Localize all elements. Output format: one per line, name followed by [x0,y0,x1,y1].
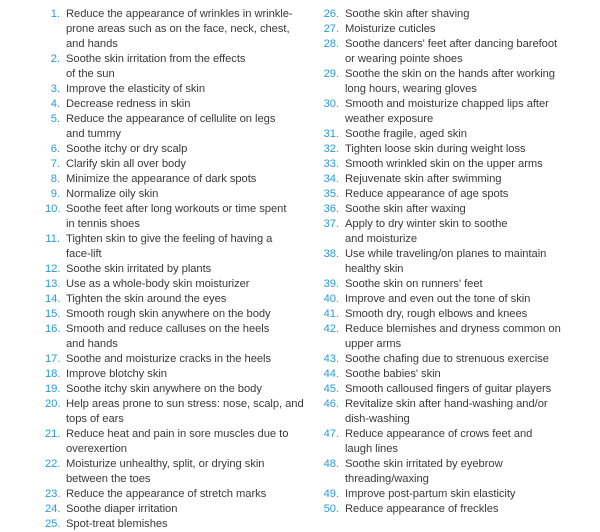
list-item-number: 47. [323,428,339,440]
list-item [316,457,600,487]
list-item-text: Soothe the skin on the hands after working long hours, wearing gloves [345,68,555,95]
list-item-text: Revitalize skin after hand-washing and/or dish-washing [345,398,548,425]
list-item-number: 36. [323,203,339,215]
list-item [316,487,600,502]
list-item [316,67,600,97]
list-item-number: 26. [323,8,339,20]
list-item-text: Reduce blemishes and dryness common on upper arms [345,323,561,350]
list-item-number: 12. [45,263,61,275]
list-item-text: Moisturize unhealthy, split, or drying skin between the toes [66,458,265,485]
list-item-text: Use as a whole-body skin moisturizer [66,278,250,290]
list-item-number: 24. [45,503,61,515]
list-item-number: 18. [45,368,61,380]
list-item-number: 41. [323,308,339,320]
list-item-text: Soothe and moisturize cracks in the heels [66,353,272,365]
list-item-text: Reduce the appearance of wrinkles in wrinkle- prone areas such as on the face, neck, chest, and hands [66,8,293,50]
list-column-left [45,7,307,532]
list-item-text: Smooth and reduce calluses on the heels and hands [66,323,270,350]
list-item-text: Reduce the appearance of cellulite on legs and tummy [66,113,276,140]
list-item-text: Soothe diaper irritation [66,503,178,515]
list-item-number: 1. [50,8,60,20]
list-item-number: 20. [45,398,61,410]
list-item-number: 9. [50,188,60,200]
list-item [45,502,307,517]
list-item-number: 29. [323,68,339,80]
list-item [45,352,307,367]
list-item [316,307,600,322]
list-item [45,427,307,457]
list-item-number: 8. [50,173,60,185]
list-item-text: Moisturize cuticles [345,23,436,35]
list-item-text: Normalize oily skin [66,188,159,200]
list-item-number: 32. [323,143,339,155]
list-item-text: Apply to dry winter skin to soothe and moisturize [345,218,508,245]
list-item-text: Soothe itchy or dry scalp [66,143,188,155]
list-item-text: Tighten loose skin during weight loss [345,143,526,155]
list-item [45,322,307,352]
list-item [316,172,600,187]
list-item-text: Smooth dry, rough elbows and knees [345,308,528,320]
list-item-text: Smooth rough skin anywhere on the body [66,308,271,320]
list-item-text: Soothe skin irritated by plants [66,263,212,275]
list-item-text: Reduce appearance of freckles [345,503,499,515]
list-item [45,307,307,322]
list-item [45,187,307,202]
list-item-text: Smooth calloused fingers of guitar players [345,383,552,395]
list-item-text: Soothe skin after shaving [345,8,470,20]
list-item [45,82,307,97]
list-item [45,367,307,382]
list-item-text: Soothe skin after waxing [345,203,466,215]
list-item-number: 39. [323,278,339,290]
list-item-number: 49. [323,488,339,500]
list-item-number: 44. [323,368,339,380]
list-item [316,97,600,127]
list-item-number: 14. [45,293,61,305]
list-item-number: 33. [323,158,339,170]
list-item [45,262,307,277]
list-item [316,277,600,292]
list-item-number: 35. [323,188,339,200]
list-item-text: Soothe chafing due to strenuous exercise [345,353,549,365]
list-item-text: Reduce appearance of crows feet and laugh lines [345,428,533,455]
list-item [45,202,307,232]
list-item-text: Help areas prone to sun stress: nose, scalp, and tops of ears [66,398,304,425]
list-column-right [316,7,600,517]
list-item [316,502,600,517]
list-item-text: Smooth and moisturize chapped lips after weather exposure [345,98,549,125]
list-item-text: Rejuvenate skin after swimming [345,173,502,185]
list-item-text: Clarify skin all over body [66,158,186,170]
list-item-number: 25. [45,518,61,530]
list-item-text: Reduce heat and pain in sore muscles due to overexertion [66,428,289,455]
list-item [316,217,600,247]
list-item-text: Spot-treat blemishes [66,518,168,530]
list-item-text: Minimize the appearance of dark spots [66,173,257,185]
list-item-text: Improve the elasticity of skin [66,83,206,95]
list-item-number: 17. [45,353,61,365]
list-item-text: Decrease redness in skin [66,98,191,110]
list-item-number: 22. [45,458,61,470]
list-item-number: 45. [323,383,339,395]
list-item-text: Soothe skin irritation from the effects of the sun [66,53,246,80]
list-item [316,157,600,172]
list-item-number: 4. [50,98,60,110]
list-item [316,7,600,22]
list-item [45,142,307,157]
list-item [316,22,600,37]
list-item-number: 2. [50,53,60,65]
list-item [45,517,307,532]
list-item-number: 6. [50,143,60,155]
list-item-number: 10. [45,203,61,215]
list-item-text: Soothe skin irritated by eyebrow threading/waxing [345,458,503,485]
list-item-number: 34. [323,173,339,185]
list-item [316,367,600,382]
list-item-text: Reduce appearance of age spots [345,188,509,200]
list-item-number: 30. [323,98,339,110]
list-item-text: Soothe feet after long workouts or time spent in tennis shoes [66,203,287,230]
list-item-number: 40. [323,293,339,305]
list-item-number: 27. [323,23,339,35]
list-item [316,37,600,67]
list-item [45,487,307,502]
list-item [45,457,307,487]
list-item-text: Improve blotchy skin [66,368,167,380]
list-item [316,127,600,142]
list-item-text: Soothe skin on runners' feet [345,278,483,290]
list-item [316,292,600,307]
list-item-text: Smooth wrinkled skin on the upper arms [345,158,543,170]
list-item [316,322,600,352]
list-item-number: 5. [50,113,60,125]
list-item [316,427,600,457]
list-item-number: 19. [45,383,61,395]
list-item [45,232,307,262]
list-item-text: Improve post-partum skin elasticity [345,488,516,500]
list-item [45,157,307,172]
list-item [45,97,307,112]
list-item-number: 28. [323,38,339,50]
list-item-number: 46. [323,398,339,410]
list-item [316,247,600,277]
list-item-text: Tighten skin to give the feeling of having a face-lift [66,233,273,260]
list-item-text: Tighten the skin around the eyes [66,293,227,305]
list-item [45,112,307,142]
list-item-text: Soothe fragile, aged skin [345,128,467,140]
list-item-number: 50. [323,503,339,515]
list-item-number: 43. [323,353,339,365]
list-item-text: Use while traveling/on planes to maintain healthy skin [345,248,547,275]
list-item [45,292,307,307]
list-item-text: Soothe itchy skin anywhere on the body [66,383,262,395]
list-item-number: 11. [45,233,60,245]
list-item [316,142,600,157]
list-item-text: Reduce the appearance of stretch marks [66,488,267,500]
list-item [316,187,600,202]
list-item-text: Soothe dancers' feet after dancing barefoot or wearing pointe shoes [345,38,558,65]
list-item [45,397,307,427]
list-item [45,277,307,292]
list-item [316,397,600,427]
list-item [45,7,307,52]
list-item-number: 38. [323,248,339,260]
list-item-number: 13. [45,278,61,290]
list-item-number: 23. [45,488,61,500]
list-item-number: 42. [323,323,339,335]
list-item-text: Improve and even out the tone of skin [345,293,531,305]
list-item-number: 3. [50,83,60,95]
list-item-number: 37. [323,218,339,230]
list-item [45,172,307,187]
list-item [316,202,600,217]
list-item-number: 31. [323,128,339,140]
list-item [45,382,307,397]
list-item-text: Soothe babies' skin [345,368,441,380]
list-item-number: 15. [45,308,61,320]
list-item-number: 21. [45,428,61,440]
list-item-number: 16. [45,323,61,335]
list-item-number: 48. [323,458,339,470]
list-item [45,52,307,82]
list-item [316,382,600,397]
list-item-number: 7. [50,158,60,170]
list-item [316,352,600,367]
